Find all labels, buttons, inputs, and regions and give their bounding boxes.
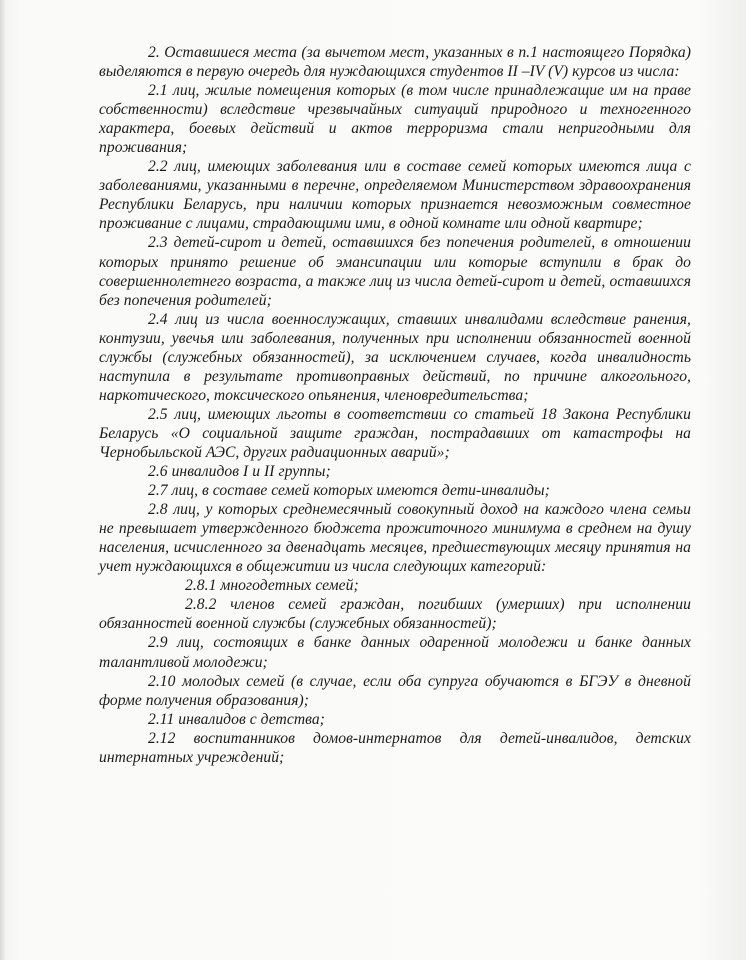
paragraph-2-8: 2.8 лиц, у которых среднемесячный совокупный доход на каждого члена семьи не превышает утвержденного бюджета прожиточного минимума в среднем на душу населения, исчисленного за двенадцать месяцев, предшествующих месяцу принятия на учет нуждающихся в общежитии из числа следующих категорий: [99, 501, 691, 576]
paragraph-2-7: 2.7 лиц, в составе семей которых имеются дети-инвалиды; [148, 482, 550, 500]
paragraph-2-2: 2.2 лиц, имеющих заболевания или в составе семей которых имеются лица с заболеваниями, указанными в перечне, определяемом Министерством здравоохранения Республики Беларусь, при наличии которых признается невозможным совместное проживание с лицами, страдающими ими, в одной комнате или одной квартире; [99, 158, 691, 233]
paragraph-2-8-1: 2.8.1 многодетных семей; [185, 577, 359, 595]
paragraph-2-3: 2.3 детей-сирот и детей, оставшихся без попечения родителей, в отношении которых принято решение об эмансипации или которые вступили в брак до совершеннолетнего возраста, а также лиц из числа детей-сирот и детей, оставшихся без попечения родителей; [99, 234, 691, 309]
paragraph-2-12: 2.12 воспитанников домов-интернатов для детей-инвалидов, детских интернатных учреждений; [99, 729, 691, 766]
paragraph-2-6: 2.6 инвалидов I и II группы; [148, 463, 331, 481]
paragraph-2-8-2: 2.8.2 членов семей граждан, погибших (умерших) при исполнении обязанностей военной службы (служебных обязанностей); [99, 596, 691, 633]
paragraph-2-4: 2.4 лиц из числа военнослужащих, ставших инвалидами вследствие ранения, контузии, увечья или заболевания, полученных при исполнении обязанностей военной службы (служебных обязанностей), за исключением случаев, когда инвалидность наступила в результате противоправных действий, по причине алкогольного, наркотического, токсического опьянения, членовредительства; [99, 310, 691, 404]
paragraph-2-11: 2.11 инвалидов с детства; [148, 710, 325, 728]
paragraph-2: 2. Оставшиеся места (за вычетом мест, указанных в п.1 настоящего Порядка) выделяются в первую очередь для нуждающихся студентов II –IV (V) курсов из числа: [99, 44, 691, 81]
paragraph-2-10: 2.10 молодых семей (в случае, если оба супруга обучаются в БГЭУ в дневной форме получения образования); [99, 672, 691, 709]
paragraph-2-1: 2.1 лиц, жилые помещения которых (в том числе принадлежащие им на праве собственности) вследствие чрезвычайных ситуаций природного и техногенного характера, боевых действий и актов терроризма стали непригодными для проживания; [99, 82, 691, 157]
document-body [99, 43, 691, 767]
page-edge-shadow [0, 0, 6, 960]
paragraph-2-9: 2.9 лиц, состоящих в банке данных одаренной молодежи и банке данных талантливой молодежи; [99, 634, 691, 671]
paragraph-2-5: 2.5 лиц, имеющих льготы в соответствии со статьей 18 Закона Республики Беларусь «О социальной защите граждан, пострадавших от катастрофы на Чернобыльской АЭС, других радиационных аварий»; [99, 405, 691, 461]
